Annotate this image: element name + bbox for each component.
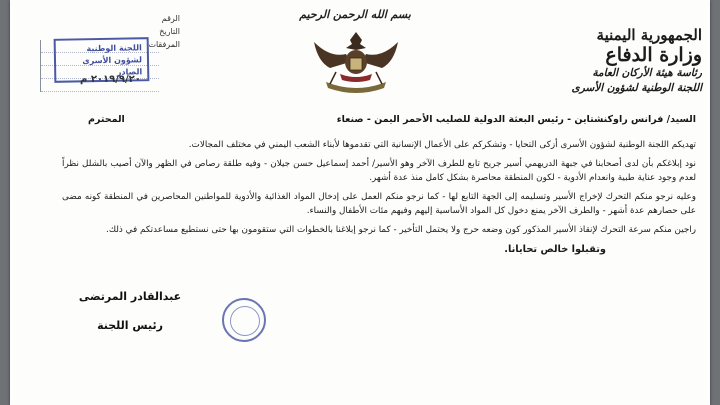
stamp-committee: اللجنة الوطنية لشؤون الأسرى [82, 43, 143, 66]
ref-number-value: ٢٠١٩/٩/٢٠ م [80, 74, 141, 85]
body-paragraph-4: راجين منكم سرعة التحرك لإنقاذ الأسير المذكور كون وضعه حرج ولا يحتمل التأخير - كما نرجو إبلاغنا بالخطوات التي ستقومون بها حتى نستطيع مساعدتكم في ذلك. [106, 225, 696, 236]
letter-body [62, 139, 696, 263]
body-paragraph-3: وعليه نرجو منكم التحرك لإخراج الأسير وتسليمه إلى الجهة التابع لها - كما نرجو منكم العمل على إدخال المواد الغذائية والأدوية للمواطنين المحاصرين في المنطقة كونه مضى على حصارهم عدة أشهر - والطرف الآخر يمنع دخول كل المواد الأساسية إليهم وفيهم مئات الأطفال والنساء. [62, 192, 696, 216]
body-paragraph-2: نود إبلاغكم بأن لدى أصحابنا في جبهة الدريهمي أسير جريح تابع للطرف الآخر وهو الأسير/ أحمد إسماعيل حسن جيلان - وفيه طلقة رصاص في الظهر والآن أصيب بالشلل نظراً لعدم وجود عناية طبية وانعدام الأدوية - لكون المنطقة محاصرة بشكل كامل منذ عدة أشهر. [62, 159, 696, 183]
addressee-honorific: المحترم [88, 114, 125, 125]
basmala: بسم الله الرحمن الرحيم [299, 8, 411, 21]
letterhead-ministry [497, 26, 702, 96]
letterhead-committee: اللجنة الوطنية لشؤون الأسرى [571, 82, 702, 94]
letterhead-country: الجمهورية اليمنية [596, 26, 702, 44]
ref-attachments-label: المرفقات [148, 40, 180, 49]
letterhead-staff: رئاسة هيئة الأركان العامة [592, 67, 702, 79]
yemen-eagle-emblem-icon [310, 28, 402, 98]
signatory-name: عبدالقادر المرتضى [78, 290, 182, 303]
letter-page [10, 0, 710, 405]
signature-block [40, 290, 220, 332]
addressee-line [88, 114, 696, 125]
signatory-title: رئيس اللجنة [97, 319, 163, 332]
letterhead-ministry-name: وزارة الدفاع [605, 44, 702, 66]
closing-greeting: وتقبلوا خالص تحايانا. [504, 244, 606, 256]
official-seal-icon [222, 298, 266, 342]
ref-number-label: الرقم [161, 14, 180, 23]
body-paragraph-1: تهديكم اللجنة الوطنية لشؤون الأسرى أزكى التحايا - وتشكركم على الأعمال الإنسانية التي تقدموها لأبناء الشعب اليمني في مختلف المجالات. [188, 140, 696, 150]
stamp-outgoing: الصادر [116, 67, 143, 77]
ref-date-label: التاريخ [159, 27, 180, 36]
addressee-recipient: السيد/ فرانس راوكنشتاين - رئيس البعثة الدولية للصليب الأحمر اليمن - صنعاء [336, 114, 696, 125]
